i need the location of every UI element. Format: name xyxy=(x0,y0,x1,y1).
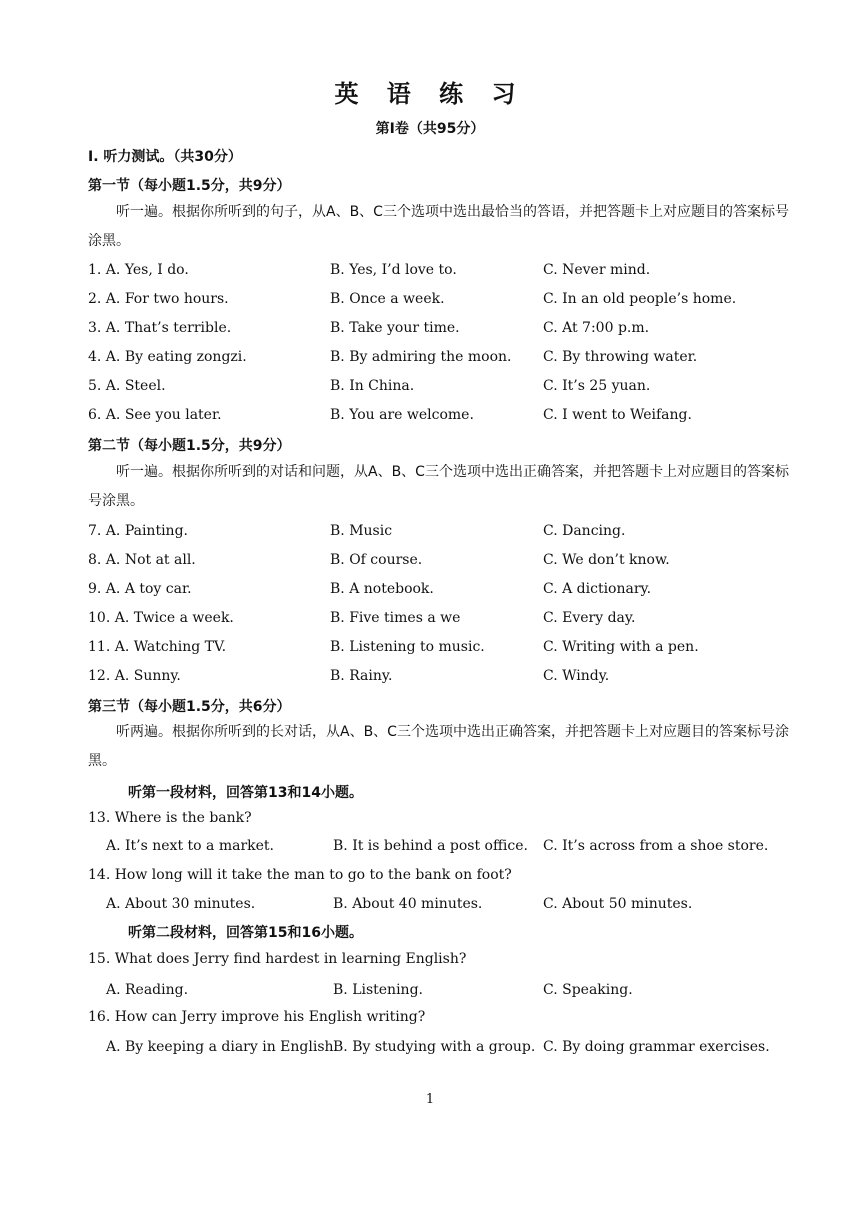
option-a: 12. A. Sunny. xyxy=(88,668,181,684)
section3-heading: 第三节（每小题1.5分，共6分） xyxy=(88,699,291,715)
option-c: C. A dictionary. xyxy=(543,581,652,597)
option-c: C. By throwing water. xyxy=(543,349,698,365)
option-b: B. A notebook. xyxy=(330,581,434,597)
question-row xyxy=(0,407,860,431)
option-b: B. Rainy. xyxy=(330,668,393,684)
section2-heading: 第二节（每小题1.5分，共9分） xyxy=(88,438,291,454)
option-b: B. Listening. xyxy=(333,982,423,998)
page-number: 1 xyxy=(425,1092,435,1107)
option-a: 8. A. Not at all. xyxy=(88,552,196,568)
option-a: A. Reading. xyxy=(106,982,189,998)
option-b: B. Once a week. xyxy=(330,291,445,307)
option-c: C. Never mind. xyxy=(543,262,651,278)
option-a: A. By keeping a diary in English. xyxy=(106,1039,338,1055)
option-a: 7. A. Painting. xyxy=(88,523,188,539)
material-note: 听第一段材料，回答第13和14小题。 xyxy=(128,785,363,801)
option-b: B. By admiring the moon. xyxy=(330,349,512,365)
question-row xyxy=(0,552,860,576)
question-row xyxy=(0,982,860,1006)
option-c: C. Speaking. xyxy=(543,982,633,998)
option-b: B. In China. xyxy=(330,378,415,394)
option-a: 9. A. A toy car. xyxy=(88,581,192,597)
option-c: C. Writing with a pen. xyxy=(543,639,699,655)
question-stem: 16. How can Jerry improve his English writing? xyxy=(88,1009,426,1025)
section1-heading: 第一节（每小题1.5分，共9分） xyxy=(88,178,291,194)
option-b: B. Listening to music. xyxy=(330,639,485,655)
section3-instruction: 听两遍。根据你所听到的长对话，从A、B、C三个选项中选出正确答案，并把答题卡上对应题目的答案标号涂黑。 xyxy=(88,724,789,769)
question-stem: 14. How long will it take the man to go to the bank on foot? xyxy=(88,867,512,883)
option-a: 5. A. Steel. xyxy=(88,378,166,394)
question-stem: 13. Where is the bank? xyxy=(88,810,252,826)
section1-instruction: 听一遍。根据你所听到的句子，从A、B、C三个选项中选出最恰当的答语，并把答题卡上对应题目的答案标号涂黑。 xyxy=(88,204,789,249)
question-row xyxy=(0,668,860,692)
question-row xyxy=(0,291,860,315)
question-row xyxy=(0,838,860,862)
option-c: C. Every day. xyxy=(543,610,636,626)
material-note: 听第二段材料，回答第15和16小题。 xyxy=(128,925,363,941)
option-a: 10. A. Twice a week. xyxy=(88,610,234,626)
question-row xyxy=(0,639,860,663)
question-row xyxy=(0,610,860,634)
option-b: B. Of course. xyxy=(330,552,423,568)
paper-subtitle: 第Ⅰ卷（共95分） xyxy=(375,121,485,137)
question-row xyxy=(0,349,860,373)
option-a: 11. A. Watching TV. xyxy=(88,639,227,655)
option-c: C. It’s across from a shoe store. xyxy=(543,838,769,854)
question-row xyxy=(0,1039,860,1063)
option-c: C. By doing grammar exercises. xyxy=(543,1039,770,1055)
question-row xyxy=(0,896,860,920)
option-a: 4. A. By eating zongzi. xyxy=(88,349,247,365)
part-heading: I. 听力测试。（共30分） xyxy=(88,149,242,165)
question-row xyxy=(0,523,860,547)
question-row xyxy=(0,378,860,402)
option-c: C. In an old people’s home. xyxy=(543,291,737,307)
option-b: B. By studying with a group. xyxy=(333,1039,536,1055)
option-b: B. Yes, I’d love to. xyxy=(330,262,457,278)
question-stem: 15. What does Jerry find hardest in learning English? xyxy=(88,951,467,967)
option-a: A. About 30 minutes. xyxy=(106,896,256,912)
option-c: C. About 50 minutes. xyxy=(543,896,693,912)
option-a: 3. A. That’s terrible. xyxy=(88,320,232,336)
section2-instruction: 听一遍。根据你所听到的对话和问题，从A、B、C三个选项中选出正确答案，并把答题卡上对应题目的答案标号涂黑。 xyxy=(88,464,789,509)
option-b: B. Take your time. xyxy=(330,320,460,336)
question-row xyxy=(0,262,860,286)
option-c: C. Windy. xyxy=(543,668,610,684)
question-row xyxy=(0,581,860,605)
option-a: 2. A. For two hours. xyxy=(88,291,229,307)
option-b: B. It is behind a post office. xyxy=(333,838,528,854)
option-a: 6. A. See you later. xyxy=(88,407,222,423)
option-b: B. About 40 minutes. xyxy=(333,896,483,912)
option-b: B. Music xyxy=(330,523,393,539)
option-a: A. It’s next to a market. xyxy=(106,838,274,854)
option-a: 1. A. Yes, I do. xyxy=(88,262,189,278)
option-b: B. Five times a we xyxy=(330,610,461,626)
question-row xyxy=(0,320,860,344)
option-c: C. At 7:00 p.m. xyxy=(543,320,650,336)
option-c: C. It’s 25 yuan. xyxy=(543,378,651,394)
option-b: B. You are welcome. xyxy=(330,407,474,423)
option-c: C. I went to Weifang. xyxy=(543,407,692,423)
page-title: 英 语 练 习 xyxy=(334,80,526,108)
option-c: C. Dancing. xyxy=(543,523,626,539)
option-c: C. We don’t know. xyxy=(543,552,670,568)
